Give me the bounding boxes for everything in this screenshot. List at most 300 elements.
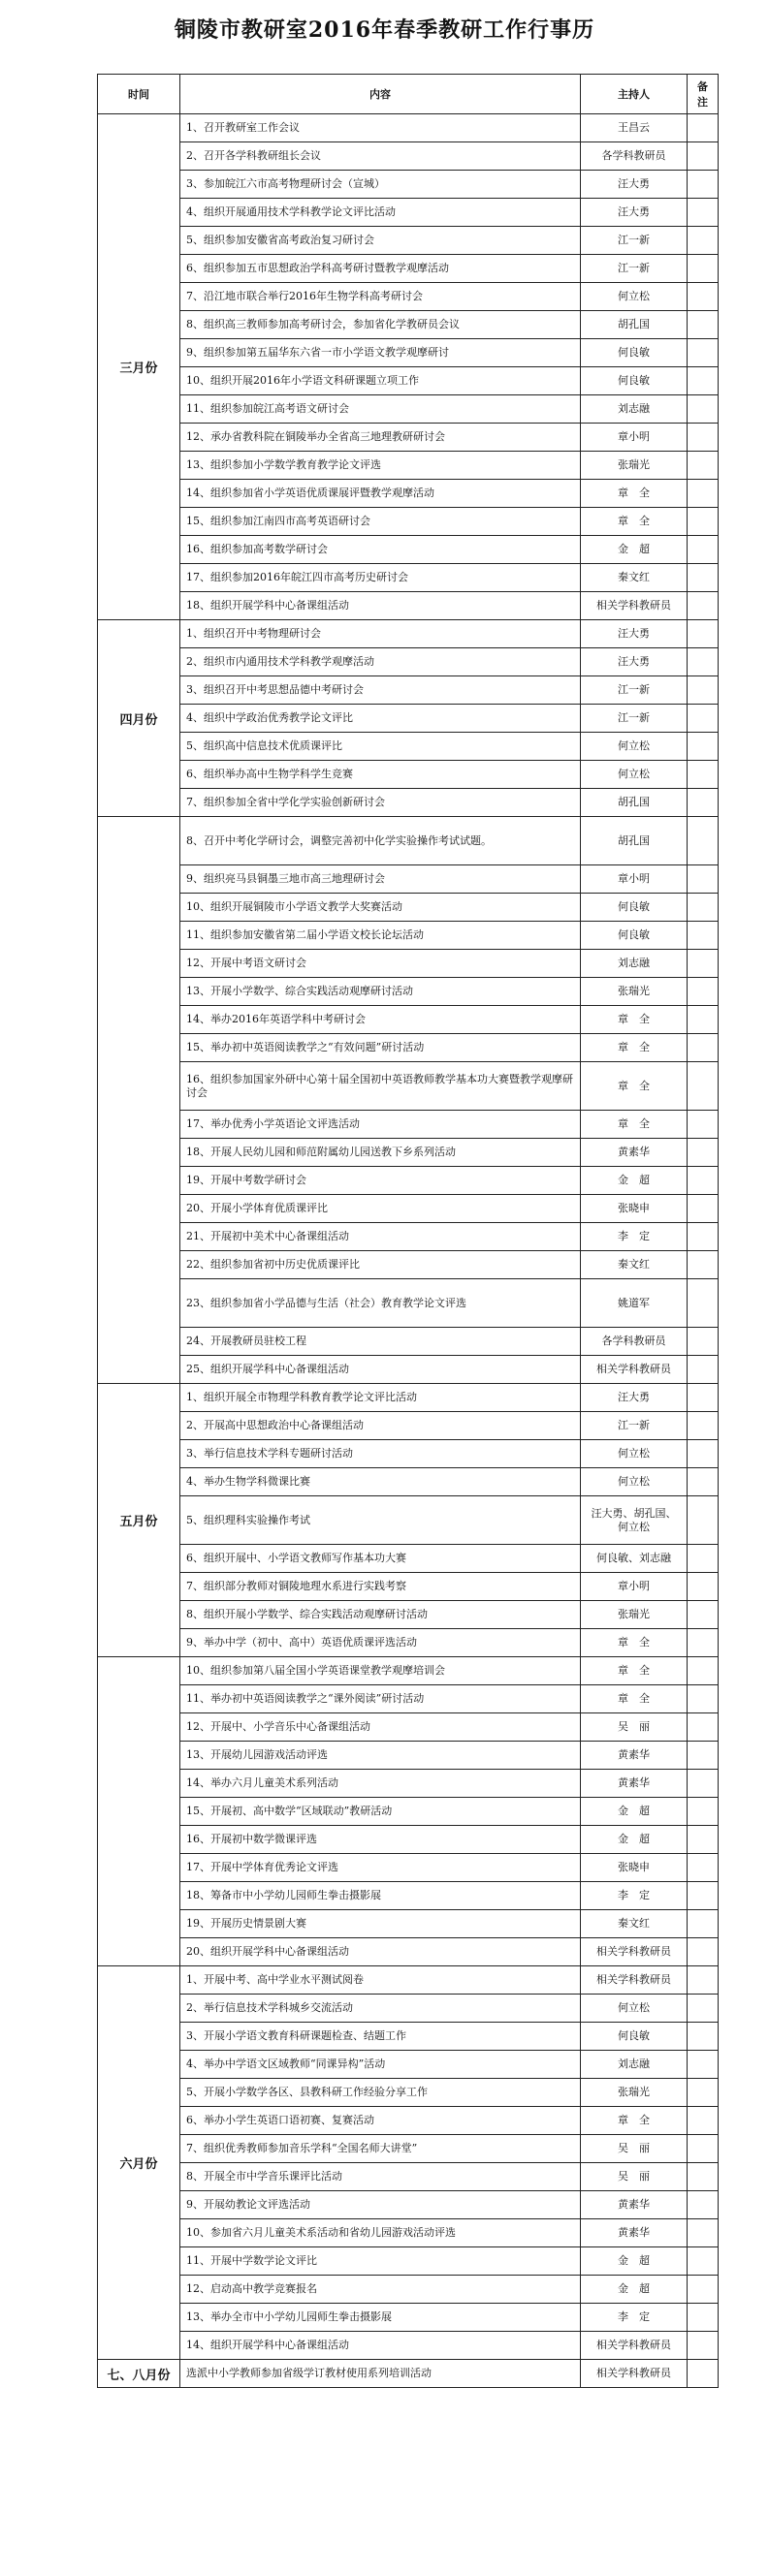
content-text: 4、组织中学政治优秀教学论文评比 xyxy=(186,711,353,724)
note-cell xyxy=(688,1657,719,1685)
content-text: 7、组织部分教师对铜陵地理水系进行实践考察 xyxy=(186,1580,406,1592)
host-text: 何良敏 xyxy=(618,374,650,387)
note-cell xyxy=(688,536,719,564)
content-text: 5、组织理科实验操作考试 xyxy=(186,1513,310,1526)
host-cell xyxy=(581,1854,688,1882)
host-cell xyxy=(581,620,688,648)
content-cell xyxy=(180,761,581,789)
table-row xyxy=(98,1356,719,1384)
note-cell xyxy=(688,1440,719,1468)
content-text: 选派中小学教师参加省级学订教材使用系列培训活动 xyxy=(186,2367,432,2379)
table-row xyxy=(98,424,719,452)
host-text: 张瑞光 xyxy=(618,2086,650,2098)
table-row xyxy=(98,1938,719,1966)
host-text: 相关学科教研员 xyxy=(596,1945,671,1958)
note-cell xyxy=(688,950,719,978)
table-row xyxy=(98,733,719,761)
table-row xyxy=(98,1251,719,1279)
table-row xyxy=(98,2079,719,2107)
note-cell xyxy=(688,1685,719,1713)
table-row xyxy=(98,480,719,508)
table-row xyxy=(98,1798,719,1826)
month-cell: 三月份 xyxy=(98,114,180,620)
content-text: 18、组织开展学科中心备课组活动 xyxy=(186,599,349,612)
content-cell xyxy=(180,2107,581,2135)
table-row xyxy=(98,1034,719,1062)
content-cell xyxy=(180,1195,581,1223)
content-cell xyxy=(180,894,581,922)
table-row xyxy=(98,1223,719,1251)
table-header-row xyxy=(98,75,719,114)
table-row xyxy=(98,1995,719,2023)
host-cell xyxy=(581,1882,688,1910)
host-cell xyxy=(581,592,688,620)
content-cell xyxy=(180,978,581,1006)
note-cell xyxy=(688,1384,719,1412)
table-row xyxy=(98,227,719,255)
content-cell xyxy=(180,1251,581,1279)
host-text: 章 全 xyxy=(618,515,650,527)
content-text: 8、开展全市中学音乐课评比活动 xyxy=(186,2170,342,2183)
content-cell xyxy=(180,1601,581,1629)
host-cell xyxy=(581,1826,688,1854)
content-cell xyxy=(180,395,581,424)
content-text: 17、举办优秀小学英语论文评选活动 xyxy=(186,1117,360,1130)
content-text: 12、开展中、小学音乐中心备课组活动 xyxy=(186,1720,370,1733)
table-row xyxy=(98,761,719,789)
table-row xyxy=(98,1328,719,1356)
header-note: 备注 xyxy=(688,75,719,114)
content-text: 1、组织召开中考物理研讨会 xyxy=(186,627,321,640)
note-cell xyxy=(688,2360,719,2388)
host-text: 相关学科教研员 xyxy=(596,599,671,612)
content-text: 13、组织参加小学数学教育教学论文评选 xyxy=(186,458,381,471)
content-text: 11、组织参加皖江高考语文研讨会 xyxy=(186,402,349,415)
content-text: 14、组织开展学科中心备课组活动 xyxy=(186,2339,349,2351)
note-cell xyxy=(688,311,719,339)
host-cell xyxy=(581,1279,688,1328)
content-text: 8、组织开展小学数学、综合实践活动观摩研讨活动 xyxy=(186,1608,428,1620)
table-row xyxy=(98,817,719,865)
host-text: 章 全 xyxy=(618,2114,650,2126)
table-row xyxy=(98,1006,719,1034)
content-cell xyxy=(180,1328,581,1356)
host-text: 金 超 xyxy=(618,543,650,555)
host-text: 黄素华 xyxy=(618,1748,650,1761)
page-title: 铜陵市教研室2016年春季教研工作行事历 xyxy=(174,17,595,43)
content-text: 5、组织参加安徽省高考政治复习研讨会 xyxy=(186,234,374,246)
content-cell xyxy=(180,311,581,339)
content-cell xyxy=(180,339,581,367)
host-text: 金 超 xyxy=(618,1174,650,1186)
content-text: 16、开展初中数学微课评选 xyxy=(186,1833,317,1845)
content-text: 5、开展小学数学各区、县教科研工作经验分享工作 xyxy=(186,2086,428,2098)
host-cell xyxy=(581,676,688,705)
host-text: 相关学科教研员 xyxy=(596,2339,671,2351)
content-text: 4、组织开展通用技术学科教学论文评比活动 xyxy=(186,205,396,218)
table-row xyxy=(98,1657,719,1685)
host-text: 各学科教研员 xyxy=(601,1335,666,1347)
host-text: 胡孔国 xyxy=(618,796,650,808)
host-cell xyxy=(581,894,688,922)
table-row xyxy=(98,865,719,894)
host-cell xyxy=(581,1601,688,1629)
host-cell xyxy=(581,452,688,480)
content-text: 11、举办初中英语阅读教学之“课外阅读”研讨活动 xyxy=(186,1692,425,1705)
host-text: 黄素华 xyxy=(618,1776,650,1789)
host-text: 张晓申 xyxy=(618,1861,650,1873)
host-text: 胡孔国 xyxy=(618,833,650,847)
host-text: 章 全 xyxy=(618,1117,650,1130)
table-row xyxy=(98,2360,719,2388)
note-cell xyxy=(688,2332,719,2360)
table-row xyxy=(98,2051,719,2079)
table-row xyxy=(98,1742,719,1770)
content-cell xyxy=(180,1111,581,1139)
host-text: 吴 丽 xyxy=(618,2170,650,2183)
content-cell xyxy=(180,2191,581,2219)
host-text: 何良敏 xyxy=(618,346,650,359)
content-cell xyxy=(180,1826,581,1854)
table-row xyxy=(98,2219,719,2247)
host-cell xyxy=(581,1356,688,1384)
schedule-body xyxy=(98,114,719,2388)
content-cell xyxy=(180,508,581,536)
host-cell xyxy=(581,2079,688,2107)
content-text: 8、组织高三教师参加高考研讨会，参加省化学教研员会议 xyxy=(186,318,460,330)
note-cell xyxy=(688,2163,719,2191)
host-cell xyxy=(581,536,688,564)
note-cell xyxy=(688,1770,719,1798)
host-cell xyxy=(581,1573,688,1601)
table-row xyxy=(98,1440,719,1468)
content-cell xyxy=(180,2135,581,2163)
host-cell xyxy=(581,339,688,367)
host-cell xyxy=(581,2023,688,2051)
host-cell xyxy=(581,199,688,227)
content-cell xyxy=(180,1062,581,1111)
header-content: 内容 xyxy=(180,75,581,114)
note-cell xyxy=(688,2276,719,2304)
content-cell xyxy=(180,705,581,733)
content-text: 11、开展中学数学论文评比 xyxy=(186,2254,317,2267)
content-text: 14、举办六月儿童美术系列活动 xyxy=(186,1776,338,1789)
note-cell xyxy=(688,1882,719,1910)
content-text: 3、开展小学语文教育科研课题检查、结题工作 xyxy=(186,2029,406,2042)
host-cell xyxy=(581,978,688,1006)
content-text: 12、承办省教科院在铜陵举办全省高三地理教研研讨会 xyxy=(186,430,445,443)
content-text: 6、组织参加五市思想政治学科高考研讨暨教学观摩活动 xyxy=(186,262,449,274)
host-text: 秦文红 xyxy=(618,1917,650,1930)
header-host: 主持人 xyxy=(581,75,688,114)
note-cell xyxy=(688,1328,719,1356)
content-text: 15、开展初、高中数学“区域联动”教研活动 xyxy=(186,1805,393,1817)
content-text: 9、组织参加第五届华东六省一市小学语文教学观摩研讨 xyxy=(186,346,449,359)
content-cell xyxy=(180,733,581,761)
month-cell xyxy=(98,1657,180,1966)
note-cell xyxy=(688,1223,719,1251)
host-cell xyxy=(581,1496,688,1545)
host-cell xyxy=(581,2360,688,2388)
host-cell xyxy=(581,789,688,817)
note-cell xyxy=(688,733,719,761)
host-text: 何良敏 xyxy=(618,900,650,913)
note-cell xyxy=(688,2304,719,2332)
host-cell xyxy=(581,817,688,865)
content-cell xyxy=(180,1384,581,1412)
content-cell xyxy=(180,1798,581,1826)
content-cell xyxy=(180,1629,581,1657)
table-row xyxy=(98,1111,719,1139)
table-row xyxy=(98,1195,719,1223)
table-row xyxy=(98,894,719,922)
note-cell xyxy=(688,705,719,733)
host-text: 汪大勇 xyxy=(618,1391,650,1403)
note-cell xyxy=(688,1573,719,1601)
content-text: 19、开展中考数学研讨会 xyxy=(186,1174,306,1186)
note-cell xyxy=(688,2079,719,2107)
host-text: 章 全 xyxy=(618,1079,650,1092)
host-text: 章 全 xyxy=(618,1664,650,1677)
host-text: 江一新 xyxy=(618,262,650,274)
content-text: 3、参加皖江六市高考物理研讨会（宣城） xyxy=(186,177,385,190)
note-cell xyxy=(688,2135,719,2163)
host-text: 汪大勇 xyxy=(618,627,650,640)
host-text: 章 全 xyxy=(618,487,650,499)
content-text: 2、开展高中思想政治中心备课组活动 xyxy=(186,1419,364,1431)
content-cell xyxy=(180,1573,581,1601)
table-row xyxy=(98,1496,719,1545)
host-text: 汪大勇 xyxy=(618,177,650,190)
table-row xyxy=(98,255,719,283)
host-text: 金 超 xyxy=(618,2282,650,2295)
host-text: 张晓申 xyxy=(618,1202,650,1214)
note-cell xyxy=(688,1062,719,1111)
host-cell xyxy=(581,480,688,508)
content-text: 10、参加省六月儿童美术系活动和省幼儿园游戏活动评选 xyxy=(186,2226,456,2239)
host-text: 金 超 xyxy=(618,1833,650,1845)
table-row xyxy=(98,1629,719,1657)
host-cell xyxy=(581,1412,688,1440)
content-text: 3、举行信息技术学科专题研讨活动 xyxy=(186,1447,353,1460)
content-text: 18、筹备市中小学幼儿园师生拳击摄影展 xyxy=(186,1889,381,1901)
host-cell xyxy=(581,1006,688,1034)
host-text: 汪大勇 xyxy=(618,655,650,668)
host-cell xyxy=(581,1545,688,1573)
note-cell xyxy=(688,199,719,227)
host-text: 何良敏 xyxy=(618,2029,650,2042)
content-cell xyxy=(180,227,581,255)
content-cell xyxy=(180,1545,581,1573)
table-row xyxy=(98,1573,719,1601)
host-text: 吴 丽 xyxy=(618,2142,650,2154)
host-text: 江一新 xyxy=(618,234,650,246)
header-time: 时间 xyxy=(98,75,180,114)
content-text: 7、组织参加全省中学化学实验创新研讨会 xyxy=(186,796,385,808)
content-text: 21、开展初中美术中心备课组活动 xyxy=(186,1230,349,1242)
host-cell xyxy=(581,2051,688,2079)
content-cell xyxy=(180,1995,581,2023)
host-text: 黄素华 xyxy=(618,1146,650,1158)
content-text: 2、组织市内通用技术学科教学观摩活动 xyxy=(186,655,374,668)
content-text: 9、举办中学（初中、高中）英语优质课评选活动 xyxy=(186,1636,417,1649)
host-cell xyxy=(581,2276,688,2304)
note-cell xyxy=(688,171,719,199)
note-cell xyxy=(688,789,719,817)
host-cell xyxy=(581,283,688,311)
note-cell xyxy=(688,480,719,508)
content-text: 9、组织亮马县铜墨三地市高三地理研讨会 xyxy=(186,872,385,885)
table-row xyxy=(98,339,719,367)
host-text: 汪大勇 xyxy=(618,205,650,218)
host-text: 张瑞光 xyxy=(618,1608,650,1620)
host-cell xyxy=(581,761,688,789)
host-cell xyxy=(581,1798,688,1826)
table-row xyxy=(98,1167,719,1195)
note-cell xyxy=(688,2023,719,2051)
content-cell xyxy=(180,1279,581,1328)
content-cell xyxy=(180,1882,581,1910)
host-text: 张瑞光 xyxy=(618,985,650,997)
content-cell xyxy=(180,2247,581,2276)
content-text: 25、组织开展学科中心备课组活动 xyxy=(186,1363,349,1375)
table-row xyxy=(98,367,719,395)
note-cell xyxy=(688,894,719,922)
table-row xyxy=(98,1854,719,1882)
content-text: 6、组织开展中、小学语文教师写作基本功大赛 xyxy=(186,1552,406,1564)
table-row xyxy=(98,114,719,142)
host-text: 金 超 xyxy=(618,2254,650,2267)
content-cell xyxy=(180,789,581,817)
content-cell xyxy=(180,1496,581,1545)
note-cell xyxy=(688,452,719,480)
content-cell xyxy=(180,1139,581,1167)
month-cell: 四月份 xyxy=(98,620,180,817)
host-text: 章 全 xyxy=(618,1013,650,1025)
content-cell xyxy=(180,2332,581,2360)
content-cell xyxy=(180,865,581,894)
host-cell xyxy=(581,2107,688,2135)
host-cell xyxy=(581,1139,688,1167)
host-text: 相关学科教研员 xyxy=(596,1973,671,1986)
host-text: 王昌云 xyxy=(618,121,650,134)
content-cell xyxy=(180,648,581,676)
content-text: 17、开展中学体育优秀论文评选 xyxy=(186,1861,338,1873)
host-cell xyxy=(581,1966,688,1995)
content-text: 15、组织参加江南四市高考英语研讨会 xyxy=(186,515,370,527)
table-row xyxy=(98,171,719,199)
content-text: 20、组织开展学科中心备课组活动 xyxy=(186,1945,349,1958)
table-row xyxy=(98,978,719,1006)
host-cell xyxy=(581,1685,688,1713)
host-cell xyxy=(581,950,688,978)
table-row xyxy=(98,2163,719,2191)
host-text: 各学科教研员 xyxy=(601,149,666,162)
note-cell xyxy=(688,1910,719,1938)
host-text: 秦文红 xyxy=(618,1258,650,1271)
host-text: 张瑞光 xyxy=(618,458,650,471)
content-text: 24、开展教研员驻校工程 xyxy=(186,1335,306,1347)
note-cell xyxy=(688,1496,719,1545)
host-text: 胡孔国 xyxy=(618,318,650,330)
table-row xyxy=(98,536,719,564)
note-cell xyxy=(688,1279,719,1328)
content-cell xyxy=(180,2360,581,2388)
table-row xyxy=(98,142,719,171)
table-row xyxy=(98,2247,719,2276)
content-text: 10、组织开展铜陵市小学语文教学大奖赛活动 xyxy=(186,900,402,913)
content-text: 2、召开各学科教研组长会议 xyxy=(186,149,321,162)
host-cell xyxy=(581,1223,688,1251)
table-row xyxy=(98,1882,719,1910)
content-text: 13、开展小学数学、综合实践活动观摩研讨活动 xyxy=(186,985,413,997)
content-cell xyxy=(180,1770,581,1798)
note-cell xyxy=(688,2219,719,2247)
host-cell xyxy=(581,1034,688,1062)
host-cell xyxy=(581,2247,688,2276)
content-text: 10、组织参加第八届全国小学英语课堂教学观摩培训会 xyxy=(186,1664,445,1677)
content-cell xyxy=(180,620,581,648)
table-row xyxy=(98,1685,719,1713)
content-cell xyxy=(180,1910,581,1938)
content-cell xyxy=(180,1223,581,1251)
content-cell xyxy=(180,2023,581,2051)
content-cell xyxy=(180,1938,581,1966)
note-cell xyxy=(688,620,719,648)
host-text: 刘志融 xyxy=(618,402,650,415)
content-text: 10、组织开展2016年小学语文科研课题立项工作 xyxy=(186,374,419,387)
host-text: 章 全 xyxy=(618,1041,650,1053)
schedule-table xyxy=(97,74,719,2388)
content-cell xyxy=(180,676,581,705)
content-cell xyxy=(180,1713,581,1742)
host-text: 李 定 xyxy=(618,1889,650,1901)
note-cell xyxy=(688,1742,719,1770)
host-cell xyxy=(581,2219,688,2247)
table-row xyxy=(98,2304,719,2332)
content-text: 13、开展幼儿园游戏活动评选 xyxy=(186,1748,328,1761)
content-text: 1、组织开展全市物理学科教育教学论文评比活动 xyxy=(186,1391,417,1403)
host-cell xyxy=(581,1713,688,1742)
host-cell xyxy=(581,1167,688,1195)
content-text: 3、组织召开中考思想品德中考研讨会 xyxy=(186,683,364,696)
note-cell xyxy=(688,1854,719,1882)
note-cell xyxy=(688,592,719,620)
note-cell xyxy=(688,1356,719,1384)
table-row xyxy=(98,311,719,339)
note-cell xyxy=(688,978,719,1006)
content-text: 11、组织参加安徽省第二届小学语文校长论坛活动 xyxy=(186,928,424,941)
note-cell xyxy=(688,1798,719,1826)
host-cell xyxy=(581,114,688,142)
host-cell xyxy=(581,705,688,733)
note-cell xyxy=(688,865,719,894)
content-cell xyxy=(180,283,581,311)
content-cell xyxy=(180,171,581,199)
content-cell xyxy=(180,592,581,620)
content-cell xyxy=(180,114,581,142)
content-text: 9、开展幼教论文评选活动 xyxy=(186,2198,310,2211)
content-text: 5、组织高中信息技术优质课评比 xyxy=(186,739,342,752)
host-text: 章小明 xyxy=(618,1580,650,1592)
table-row xyxy=(98,283,719,311)
host-text: 秦文红 xyxy=(618,571,650,583)
note-cell xyxy=(688,922,719,950)
content-cell xyxy=(180,452,581,480)
host-text: 李 定 xyxy=(618,1230,650,1242)
table-row xyxy=(98,789,719,817)
content-cell xyxy=(180,1167,581,1195)
